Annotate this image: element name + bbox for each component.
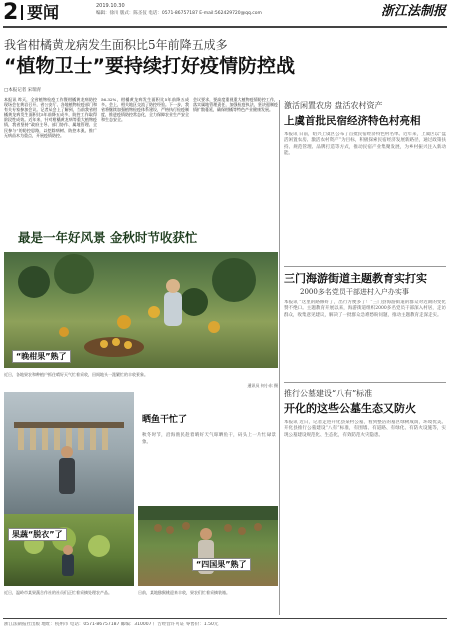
bottom-left-photo-vegetables xyxy=(4,514,134,586)
bottom-right-photo-badge: “四国果”熟了 xyxy=(192,558,251,571)
bottom-left-photo-badge: 果蔬“脱衣”了 xyxy=(8,528,67,541)
photo-feature-title: 最是一年好风景 金秋时节收获忙 xyxy=(18,230,198,245)
right-story-3-headline: 开化的这些公墓生态又防火 xyxy=(284,402,416,415)
right-story-1-kicker: 激活闲置农房 盘活农村资产 xyxy=(284,101,383,110)
top-story-body-col1: 本报讯 昨天，全省植物检疫工作暨柑橘黄龙病防控现场会在黄岩召开，省公安厅、各地植物检疫部门和有关专家参加会议。记者从会上了解到，当前我省柑橘黄龙病发生面积比5年前降五成多，防控工作取得阶段性成效。近年来，针对柑橘黄龙病等重大植物疫情，我省坚持“政府主导、部门协作、属地管理、全民参与”的防控思路，以挖除病树、防控木虱、推广无病苗木为重点，开展疫情防控。 xyxy=(4,97,97,138)
top-story-kicker: 我省柑橘黄龙病发生面积比5年前降五成多 xyxy=(4,38,228,52)
page-number: 2 xyxy=(3,0,19,25)
top-story-body-col3: 会议要求，要高度重视重大植物疫情防控工作，落实属地管理责任，加强检疫执法，坚决遏制疫情扩散蔓延，确保柑橘等特色产业健康发展。 xyxy=(193,97,278,113)
right-story-2-body: 本报讯 “这里的路修好了，出行方便多了！”三门县海游街道的群众对近期的变化赞不绝口。主题教育开展以来，海游街道组织2000多名党员干部深入村居，走访群众，收集意见建议，解决了一批群众急难愁盼问题，推动主题教育走深走实。 xyxy=(284,300,446,318)
right-story-1-headline: 上虞首批民宿经济特色村亮相 xyxy=(284,115,421,127)
footer-info: 浙江法制报社出版 地址：杭州市 电话：0571-86757187 邮编：310007 广告经营许可证 零售价：1.50元 xyxy=(4,622,219,627)
right-story-divider-2 xyxy=(284,382,446,383)
bottom-left-caption: 近日，温岭市某果蔬合作社的社员们正忙着采摘处理农产品。 xyxy=(4,590,112,595)
side-photo-fishermen xyxy=(4,392,134,514)
photo-credit: 通讯员 何小东 摄 xyxy=(247,383,278,388)
main-photo-badge: “晚柑果”熟了 xyxy=(12,350,71,363)
vegetable-field-illustration xyxy=(4,514,134,586)
top-story-body-col2: 56.32%，柑橘黄龙病发生面积比5年前降五成多。会上，相关地区交流了防控经验。下一步，我省将继续加强植物检疫体系建设，严格执行检疫制度，推进疫情防控常态化，全力保障农业生产安全和生态安全。 xyxy=(101,97,189,123)
right-story-divider-1 xyxy=(284,266,446,267)
side-photo-caption: 秋冬时节，沿海渔民趁着晴好天气晾晒鱼干，码头上一片忙碌景象。 xyxy=(142,433,276,445)
masthead-rule xyxy=(3,26,447,28)
right-story-3-body: 本报讯 近日，记者走进开化县某村公墓，看到整洁的墓区绿树成荫，环境优美。开化县推行公墓建设“八有”标准，有围墙、有道路、有绿化、有防火设施等，实现公墓建设规范化、生态化，有效防范火灾隐患。 xyxy=(284,420,446,438)
footer-rule xyxy=(3,618,447,619)
issue-date: 2019.10.30 xyxy=(96,3,125,9)
right-story-1-body: 本报讯 日前，绍兴上虞区公布了首批民宿经济特色村名单。近年来，上虞区以“盘活闲置农房、激活农村资产”为目标，积极探索民宿经济发展新路径，通过政策扶持、规范管理、品牌打造等方式，推动民宿产业集聚发展，为乡村振兴注入新动能。 xyxy=(284,132,446,157)
top-story-byline: □本报记者 宋瑞青 xyxy=(4,88,42,93)
section-divider xyxy=(21,5,23,20)
main-photo-caption: 近日，各地果农和种植户抓住晴好天气忙着采收，田间地头一派繁忙的丰收景象。 xyxy=(4,372,148,377)
bottom-right-caption: 日前，某地猕猴桃迎来丰收，果农们忙着采摘装箱。 xyxy=(138,590,230,595)
fish-drying-illustration xyxy=(4,392,134,514)
kiwi-orchard-illustration xyxy=(138,506,278,586)
right-story-2-headline: 三门海游街道主题教育实打实 xyxy=(284,272,427,285)
main-photo-harvest xyxy=(4,252,278,368)
paper-name: 浙江法制报 xyxy=(380,4,446,19)
top-story-headline: “植物卫士”要持续打好疫情防控战 xyxy=(4,55,295,77)
side-photo-title: 晒鱼干忙了 xyxy=(142,415,188,425)
editor-line: 编辑：徐川 版式：陈圣仪 电话：0571-86757187 E-mail:562429720@qq.com xyxy=(96,11,262,16)
right-story-3-kicker: 推行公墓建设“八有”标准 xyxy=(284,389,373,398)
column-divider xyxy=(279,100,280,615)
bottom-right-photo-kiwi xyxy=(138,506,278,586)
section-title: 要闻 xyxy=(27,3,60,22)
right-story-2-subhead: 2000多名党员干部进村入户办实事 xyxy=(300,288,409,296)
